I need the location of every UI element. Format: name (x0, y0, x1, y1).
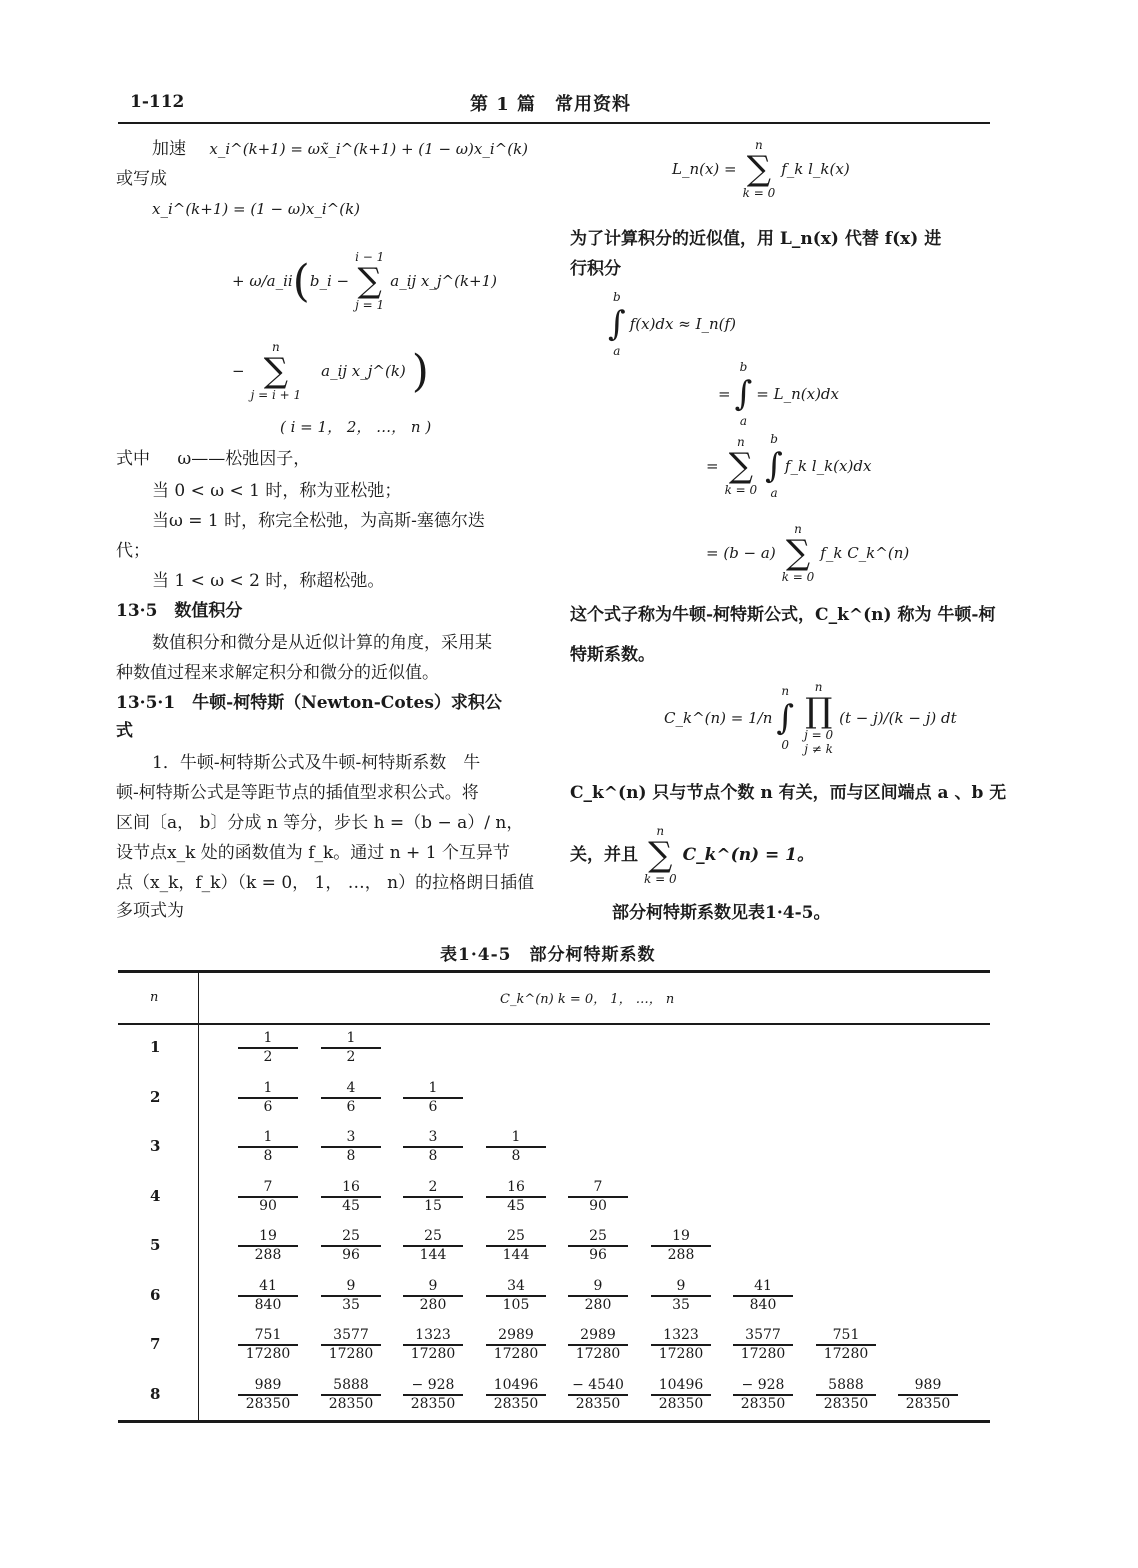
coef-denominator: 17280 (575, 1345, 621, 1362)
case-2-line2: 代； (116, 541, 150, 561)
para5-line2 (570, 824, 814, 886)
coef-numerator: 1 (263, 1080, 273, 1096)
coef-denominator: 28350 (740, 1395, 786, 1412)
coef-fraction (733, 1278, 793, 1314)
para5-line2-prefix: 关，并且 (570, 845, 638, 865)
coef-denominator: 96 (342, 1246, 360, 1263)
coef-prod-bottom1: j = 0 (804, 728, 834, 742)
integral-3: b ∫ a (765, 432, 783, 500)
table-head-rule (118, 1023, 990, 1025)
coef-fraction (403, 1377, 463, 1413)
page-number: 1-112 (130, 92, 185, 112)
coef-numerator: 1323 (663, 1327, 699, 1343)
coef-denominator: 144 (419, 1246, 447, 1263)
coef-numerator: 41 (754, 1278, 772, 1294)
coef-numerator: 989 (914, 1377, 942, 1393)
int-line3-sum: n ∑ k = 0 (724, 435, 758, 497)
table-top-rule (118, 970, 990, 973)
coef-prod-bottom2: j ≠ k (804, 742, 833, 756)
coef-denominator: 17280 (823, 1345, 869, 1362)
coef-numerator: 1 (263, 1129, 273, 1145)
para2-line5: 点（x_k，f_k）（k = 0， 1， …， n）的拉格朗日插值 (116, 873, 535, 893)
coef-denominator: 840 (254, 1296, 282, 1313)
para2-line1: 1．牛顿-柯特斯公式及牛顿-柯特斯系数 牛 (152, 753, 481, 773)
integral-2: b ∫ a (734, 360, 753, 428)
table-row-n: 4 (150, 1187, 161, 1205)
coef-denominator: 28350 (328, 1395, 374, 1412)
coef-fraction (898, 1377, 958, 1413)
int-line4-body: f_k C_k^(n) (820, 544, 910, 562)
sum-symbol-1: i − 1 ∑ j = 1 (355, 250, 385, 312)
coef-product: n ∏ j = 0 j ≠ k (804, 680, 834, 756)
coef-denominator: 17280 (245, 1345, 291, 1362)
coef-numerator: 3 (346, 1129, 356, 1145)
coef-numerator: 1323 (415, 1327, 451, 1343)
coef-numerator: 25 (342, 1228, 360, 1244)
table-title: 表1·4-5 部分柯特斯系数 (440, 945, 656, 965)
coef-fraction (568, 1228, 628, 1264)
case-1: 当 0 < ω < 1 时，称为亚松弛； (152, 481, 402, 501)
int-line4-sum: n ∑ k = 0 (781, 522, 815, 584)
coef-fraction (486, 1179, 546, 1215)
coef-numerator: − 928 (741, 1377, 785, 1393)
para1-line2: 种数值过程来求解定积分和微分的近似值。 (116, 663, 439, 683)
coef-denominator: 280 (419, 1296, 447, 1313)
lagrange-formula (672, 138, 850, 200)
sum-2-top: n (271, 340, 280, 354)
coef-fraction (651, 1278, 711, 1314)
para4-line2: 特斯系数。 (570, 645, 655, 665)
coef-fraction (486, 1278, 546, 1314)
int-line-1 (608, 290, 736, 358)
coef-denominator: 28350 (575, 1395, 621, 1412)
coef-fraction (651, 1327, 711, 1363)
coef-fraction (238, 1080, 298, 1116)
coef-denominator: 6 (428, 1098, 438, 1115)
coef-numerator: 1 (263, 1030, 273, 1046)
coef-fraction (568, 1327, 628, 1363)
int-line2-body: = L_n(x)dx (756, 385, 839, 403)
coef-numerator: 2989 (498, 1327, 534, 1343)
int-3-lower: a (770, 486, 778, 500)
coef-body: (t − j)/(k − j) dt (839, 709, 957, 727)
accel-line (152, 136, 528, 162)
coef-denominator: 8 (346, 1147, 356, 1164)
coef-fraction (321, 1179, 381, 1215)
coef-denominator: 17280 (410, 1345, 456, 1362)
coef-numerator: 25 (424, 1228, 442, 1244)
coef-lhs: C_k^(n) = 1/n (664, 709, 773, 727)
coef-numerator: 10496 (658, 1377, 704, 1393)
coef-fraction (238, 1179, 298, 1215)
coef-denominator: 35 (342, 1296, 360, 1313)
coef-numerator: 9 (428, 1278, 438, 1294)
coef-fraction (403, 1228, 463, 1264)
coef-numerator: 16 (342, 1179, 360, 1195)
coef-numerator: 9 (676, 1278, 686, 1294)
coef-denominator: 144 (502, 1246, 530, 1263)
coef-denominator: 2 (263, 1048, 273, 1065)
coef-numerator: 989 (254, 1377, 282, 1393)
coef-denominator: 6 (263, 1098, 273, 1115)
sor-lhs: x_i^(k+1) = (1 − ω)x_i^(k) (152, 200, 361, 218)
int-line4-prefix: = (b − a) (706, 544, 776, 562)
coef-denominator: 8 (511, 1147, 521, 1164)
coef-numerator: 25 (589, 1228, 607, 1244)
coef-fraction (238, 1030, 298, 1066)
coef-fraction (486, 1377, 546, 1413)
para2-line3: 区间〔a， b〕分成 n 等分，步长 h =（b − a）/ n， (116, 813, 524, 833)
coef-denominator: 35 (672, 1296, 690, 1313)
coef-formula (664, 680, 957, 756)
table-row-n: 8 (150, 1385, 161, 1403)
coef-denominator: 6 (346, 1098, 356, 1115)
int-2-upper: b (739, 360, 748, 374)
coef-int-upper: n (781, 684, 790, 698)
coef-denominator: 17280 (740, 1345, 786, 1362)
coef-fraction (238, 1278, 298, 1314)
coef-numerator: 16 (507, 1179, 525, 1195)
coef-fraction (486, 1129, 546, 1165)
coef-denominator: 90 (589, 1197, 607, 1214)
sor-term2: − n ∑ j = i + 1 a_ij x_j^(k) ) (232, 340, 429, 402)
coef-numerator: 9 (346, 1278, 356, 1294)
para6: 部分柯特斯系数见表1·4-5。 (612, 903, 831, 923)
coef-fraction (403, 1179, 463, 1215)
coef-numerator: 9 (593, 1278, 603, 1294)
int-line-4 (706, 522, 909, 584)
header-rule (118, 122, 990, 124)
para2-line4: 设节点x_k 处的函数值为 f_k。通过 n + 1 个互异节 (116, 843, 510, 863)
table-row-n: 2 (150, 1088, 161, 1106)
where-line (116, 446, 310, 472)
sor-term1-body: a_ij x_j^(k+1) (390, 272, 497, 290)
coef-numerator: 41 (259, 1278, 277, 1294)
coef-numerator: 3 (428, 1129, 438, 1145)
coef-denominator: 28350 (410, 1395, 456, 1412)
left-paren: ( (292, 255, 310, 307)
coef-denominator: 17280 (328, 1345, 374, 1362)
coef-fraction (403, 1278, 463, 1314)
coef-denominator: 96 (589, 1246, 607, 1263)
table-row-n: 1 (150, 1038, 161, 1056)
coef-numerator: − 928 (411, 1377, 455, 1393)
para5-line2-body: C_k^(n) = 1。 (682, 845, 815, 865)
coef-fraction (321, 1377, 381, 1413)
coef-numerator: 751 (254, 1327, 282, 1343)
coef-fraction (238, 1228, 298, 1264)
lagrange-body: f_k l_k(x) (781, 160, 850, 178)
sum-1-top: i − 1 (355, 250, 385, 264)
coef-numerator: 1 (428, 1080, 438, 1096)
para2-line6: 多项式为 (116, 901, 184, 921)
coef-fraction (321, 1278, 381, 1314)
sor-range: ( i = 1， 2， …， n ) (280, 418, 432, 436)
para5-line1: C_k^(n) 只与节点个数 n 有关，而与区间端点 a 、b 无 (570, 783, 1007, 803)
coef-fraction (568, 1377, 628, 1413)
or-written: 或写成 (116, 169, 167, 189)
coef-numerator: 3577 (333, 1327, 369, 1343)
int-line-3: = n ∑ k = 0 b ∫ a f_k l_k(x)dx (706, 432, 872, 500)
coef-fraction (816, 1377, 876, 1413)
coef-denominator: 8 (428, 1147, 438, 1164)
lagrange-lhs: L_n(x) = (672, 160, 737, 178)
coef-denominator: 288 (254, 1246, 282, 1263)
sum-2-bottom: j = i + 1 (250, 388, 302, 402)
coef-numerator: 25 (507, 1228, 525, 1244)
case-3: 当 1 < ω < 2 时，称超松弛。 (152, 571, 385, 591)
int-2-lower: a (739, 414, 748, 428)
coef-int-lower: 0 (781, 738, 790, 752)
sor-term1 (232, 250, 497, 312)
coef-fraction (568, 1179, 628, 1215)
section-title: 第 1 篇 常用资料 (470, 94, 632, 115)
coef-integral: n ∫ 0 (776, 684, 795, 752)
coef-denominator: 280 (584, 1296, 612, 1313)
para3-line1: 为了计算积分的近似值，用 L_n(x) 代替 f(x) 进 (570, 229, 942, 249)
coef-fraction (486, 1228, 546, 1264)
coef-numerator: − 4540 (572, 1377, 624, 1393)
coef-fraction (403, 1327, 463, 1363)
int-1-upper: b (613, 290, 621, 304)
lagrange-sum: n ∑ k = 0 (742, 138, 776, 200)
int-line-2: = b ∫ a = L_n(x)dx (718, 360, 839, 428)
coef-denominator: 17280 (493, 1345, 539, 1362)
table-row-n: 3 (150, 1137, 161, 1155)
table-head-n: n (150, 990, 159, 1005)
where-text: ω——松弛因子， (177, 449, 311, 469)
sum-symbol-2: n ∑ j = i + 1 (250, 340, 302, 402)
para2-line2: 顿-柯特斯公式是等距节点的插值型求积公式。将 (116, 783, 479, 803)
table-row-n: 7 (150, 1335, 161, 1353)
coef-denominator: 840 (749, 1296, 777, 1313)
coef-denominator: 90 (259, 1197, 277, 1214)
coef-fraction (321, 1030, 381, 1066)
coef-numerator: 5888 (333, 1377, 369, 1393)
table-row-n: 5 (150, 1236, 161, 1254)
sum-1-bottom: j = 1 (355, 298, 385, 312)
coef-denominator: 2 (346, 1048, 356, 1065)
coef-denominator: 8 (263, 1147, 273, 1164)
coef-denominator: 28350 (823, 1395, 869, 1412)
accel-formula: x_i^(k+1) = ωx̃_i^(k+1) + (1 − ω)x_i^(k) (209, 140, 529, 158)
coef-fraction (651, 1228, 711, 1264)
table-bottom-rule (118, 1420, 990, 1423)
coef-numerator: 4 (346, 1080, 356, 1096)
coef-fraction (816, 1327, 876, 1363)
coef-fraction (733, 1327, 793, 1363)
integral-1: b ∫ a (608, 290, 626, 358)
int-3-upper: b (770, 432, 778, 446)
coef-fraction (733, 1377, 793, 1413)
para1-line1: 数值积分和微分是从近似计算的角度，采用某 (152, 633, 492, 653)
coef-numerator: 751 (832, 1327, 860, 1343)
coef-denominator: 45 (507, 1197, 525, 1214)
coef-fraction (238, 1129, 298, 1165)
coef-fraction (321, 1129, 381, 1165)
sor-term2-body: a_ij x_j^(k) (321, 362, 406, 380)
table-row-n: 6 (150, 1286, 161, 1304)
coef-fraction (238, 1327, 298, 1363)
table-head-coef: C_k^(n) k = 0， 1， …， n (500, 992, 675, 1007)
sor-term1-b: b_i − (309, 272, 350, 290)
coef-numerator: 5888 (828, 1377, 864, 1393)
lagrange-sum-bottom: k = 0 (742, 186, 776, 200)
coef-numerator: 1 (511, 1129, 521, 1145)
coef-denominator: 28350 (905, 1395, 951, 1412)
coef-numerator: 7 (593, 1179, 603, 1195)
coef-fraction (321, 1228, 381, 1264)
int-line3-body: f_k l_k(x)dx (784, 457, 872, 475)
coef-denominator: 15 (424, 1197, 442, 1214)
coef-fraction (486, 1327, 546, 1363)
coef-fraction (238, 1377, 298, 1413)
table-column-rule (198, 972, 199, 1420)
coef-fraction (321, 1327, 381, 1363)
coef-numerator: 2 (428, 1179, 438, 1195)
coef-numerator: 19 (672, 1228, 690, 1244)
coef-numerator: 1 (346, 1030, 356, 1046)
coef-fraction (568, 1278, 628, 1314)
coef-denominator: 28350 (658, 1395, 704, 1412)
accel-label: 加速 (152, 139, 186, 159)
coef-denominator: 28350 (493, 1395, 539, 1412)
coef-numerator: 7 (263, 1179, 273, 1195)
coef-fraction (321, 1080, 381, 1116)
coef-denominator: 45 (342, 1197, 360, 1214)
case-2-line1: 当ω = 1 时，称完全松弛，为高斯-塞德尔迭 (152, 511, 485, 531)
sor-term1-prefix: + ω/a_ii (232, 272, 293, 290)
coef-numerator: 10496 (493, 1377, 539, 1393)
para3-line2: 行积分 (570, 259, 621, 279)
coef-fraction (403, 1129, 463, 1165)
coef-numerator: 3577 (745, 1327, 781, 1343)
subsection-heading-line2: 式 (116, 721, 133, 741)
int-line1-body: f(x)dx ≈ I_n(f) (629, 315, 736, 333)
coef-denominator: 105 (502, 1296, 530, 1313)
coef-prod-top: n (814, 680, 823, 694)
section-heading: 13·5 数值积分 (116, 601, 243, 621)
coef-fraction (403, 1080, 463, 1116)
coef-denominator: 288 (667, 1246, 695, 1263)
para5-sum: n ∑ k = 0 (644, 824, 677, 886)
where-label: 式中 (116, 449, 150, 469)
para4-line1: 这个式子称为牛顿-柯特斯公式，C_k^(n) 称为 牛顿-柯 (570, 605, 996, 625)
coef-numerator: 34 (507, 1278, 525, 1294)
coef-denominator: 28350 (245, 1395, 291, 1412)
coef-numerator: 19 (259, 1228, 277, 1244)
right-paren: ) (411, 345, 429, 397)
coef-numerator: 2989 (580, 1327, 616, 1343)
int-1-lower: a (613, 344, 621, 358)
coef-denominator: 17280 (658, 1345, 704, 1362)
subsection-heading-line1: 13·5·1 牛顿-柯特斯（Newton-Cotes）求积公 (116, 693, 502, 713)
coef-fraction (651, 1377, 711, 1413)
lagrange-sum-top: n (755, 138, 763, 152)
